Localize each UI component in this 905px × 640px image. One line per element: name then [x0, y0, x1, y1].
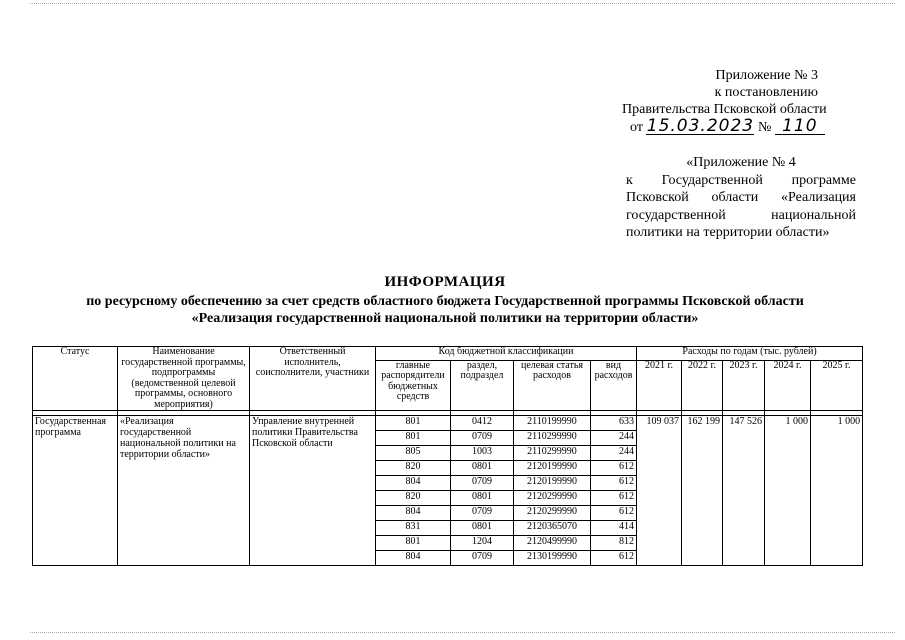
header-budget-code: Код бюджетной классификации	[376, 347, 637, 361]
section-cell: 0801	[451, 521, 514, 536]
target-cell: 2110299990	[514, 431, 591, 446]
header-type: вид расходов	[591, 360, 637, 411]
handwritten-number: 110	[775, 118, 825, 135]
resource-table	[32, 346, 863, 566]
scan-edge-top	[30, 3, 895, 6]
table-body	[33, 416, 863, 566]
header-year: 2022 г.	[682, 360, 723, 411]
table-row	[33, 416, 863, 431]
header-section: раздел, подраздел	[451, 360, 514, 411]
section-cell: 0709	[451, 431, 514, 446]
grbs-cell: 804	[376, 551, 451, 566]
header-year: 2025 г.	[811, 360, 863, 411]
type-cell: 612	[591, 506, 637, 521]
appendix-3-line2: к постановлению	[714, 85, 818, 100]
appendix-4-title: «Приложение № 4	[686, 155, 796, 170]
grbs-cell: 801	[376, 431, 451, 446]
target-cell: 2120365070	[514, 521, 591, 536]
section-cell: 0801	[451, 461, 514, 476]
target-cell: 2120199990	[514, 476, 591, 491]
header-year: 2023 г.	[723, 360, 765, 411]
target-cell: 2110299990	[514, 446, 591, 461]
amount-2022: 162 199	[682, 416, 723, 566]
type-cell: 244	[591, 431, 637, 446]
amount-2025: 1 000	[811, 416, 863, 566]
grbs-cell: 820	[376, 461, 451, 476]
grbs-cell: 805	[376, 446, 451, 461]
header-expenses: Расходы по годам (тыс. рублей)	[637, 347, 863, 361]
section-cell: 0412	[451, 416, 514, 431]
header-year: 2024 г.	[765, 360, 811, 411]
target-cell: 2120499990	[514, 536, 591, 551]
header-grbs: главные распорядители бюджетных средств	[376, 360, 451, 411]
header-name: Наименование государственной программы, подпрограммы (ведомственной целевой программы, основного мероприятия)	[118, 347, 250, 411]
amount-2023: 147 526	[723, 416, 765, 566]
amount-2024: 1 000	[765, 416, 811, 566]
type-cell: 414	[591, 521, 637, 536]
type-cell: 612	[591, 476, 637, 491]
grbs-cell: 801	[376, 416, 451, 431]
grbs-cell: 804	[376, 476, 451, 491]
target-cell: 2110199990	[514, 416, 591, 431]
section-cell: 0801	[451, 491, 514, 506]
appendix-3-line3: Правительства Псковской области	[622, 102, 827, 117]
type-cell: 244	[591, 446, 637, 461]
section-cell: 0709	[451, 476, 514, 491]
type-cell: 612	[591, 551, 637, 566]
type-cell: 612	[591, 491, 637, 506]
section-cell: 1003	[451, 446, 514, 461]
document-subtitle: по ресурсному обеспечению за счет средств областного бюджета Государственной программы Псковской области	[86, 294, 804, 309]
grbs-cell: 820	[376, 491, 451, 506]
grbs-cell: 831	[376, 521, 451, 536]
header-target: целевая статья расходов	[514, 360, 591, 411]
appendix-4-block	[626, 154, 856, 242]
resolution-date-line	[630, 118, 860, 136]
program-name-cell: «Реализация государственной национальной политики на территории области»	[118, 416, 250, 566]
header-status: Статус	[33, 347, 118, 411]
executor-cell: Управление внутренней политики Правительства Псковской области	[250, 416, 376, 566]
number-sign: №	[757, 120, 772, 135]
appendix-4-body: к Государственной программе Псковской области «Реализация государственной национальной политики на территории области»	[626, 172, 856, 240]
type-cell: 612	[591, 461, 637, 476]
target-cell: 2120199990	[514, 461, 591, 476]
appendix-3-title: Приложение № 3	[715, 68, 818, 83]
program-name-title: «Реализация государственной национальной политики на территории области»	[191, 311, 699, 326]
type-cell: 812	[591, 536, 637, 551]
from-label: от	[630, 120, 643, 135]
section-cell: 0709	[451, 551, 514, 566]
target-cell: 2120299990	[514, 491, 591, 506]
section-cell: 1204	[451, 536, 514, 551]
target-cell: 2130199990	[514, 551, 591, 566]
document-title: ИНФОРМАЦИЯ	[384, 274, 506, 290]
type-cell: 633	[591, 416, 637, 431]
header-executor: Ответственный исполнитель, соисполнители, участники	[250, 347, 376, 411]
target-cell: 2120299990	[514, 506, 591, 521]
amount-2021: 109 037	[637, 416, 682, 566]
appendix-3-block	[600, 67, 860, 136]
grbs-cell: 804	[376, 506, 451, 521]
scan-edge-bottom	[30, 632, 895, 635]
handwritten-date: 15.03.2023	[646, 116, 755, 136]
header-year: 2021 г.	[637, 360, 682, 411]
grbs-cell: 801	[376, 536, 451, 551]
section-cell: 0709	[451, 506, 514, 521]
status-cell: Государственная программа	[33, 416, 118, 566]
